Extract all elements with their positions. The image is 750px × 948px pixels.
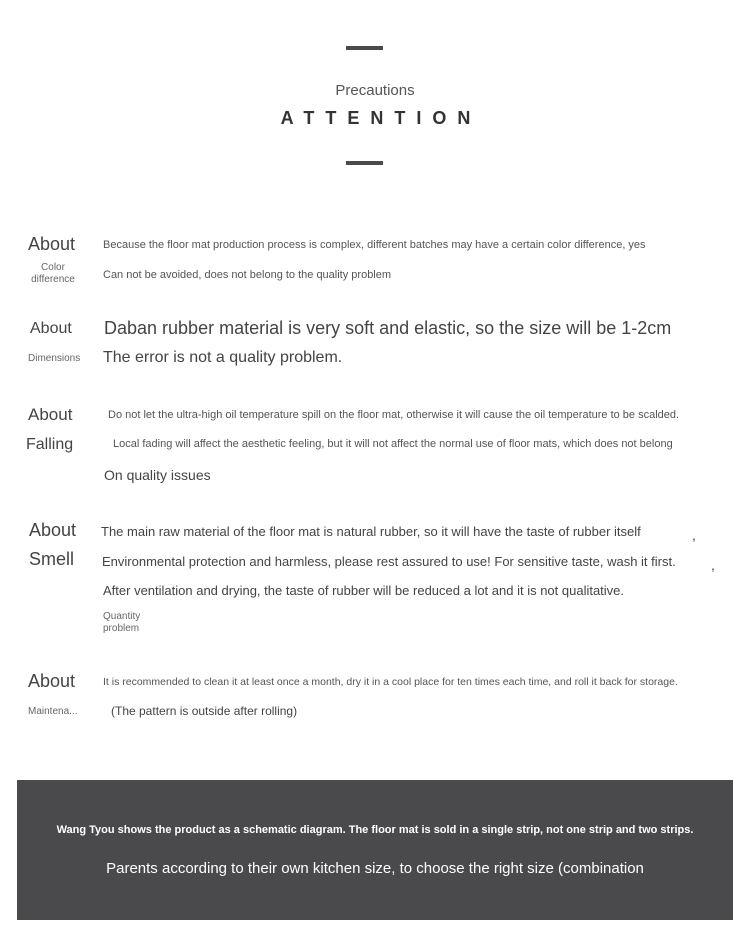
section-text-line: It is recommended to clean it at least once a month, dry it in a cool place for ten times each time, and roll it back for storage. <box>103 676 678 688</box>
section-heading: About <box>28 671 76 691</box>
section-text-line: On quality issues <box>104 467 211 483</box>
section-heading: About <box>28 405 73 424</box>
footer-notice-line: Parents according to their own kitchen size, to choose the right size (combination <box>106 860 644 877</box>
section-text-line: Because the floor mat production process is complex, different batches may have a certain color difference, yes <box>103 239 646 251</box>
section-label: Dimensions <box>28 353 81 364</box>
section-text-line: Do not let the ultra-high oil temperature spill on the floor mat, otherwise it will cause the oil temperature to be scalded. <box>108 409 680 421</box>
section-heading: About <box>28 234 76 254</box>
section-label: Maintena... <box>28 706 78 717</box>
section-text-line: Daban rubber material is very soft and elastic, so the size will be 1-2cm <box>104 318 672 338</box>
section-text-line: Environmental protection and harmless, please rest assured to use! For sensitive taste, wash it first. <box>102 554 676 569</box>
section-text-line: The error is not a quality problem. <box>103 349 343 366</box>
footer-notice-panel <box>17 780 733 920</box>
header-bottom-divider <box>346 161 383 165</box>
section-text-line: Local fading will affect the aesthetic feeling, but it will not affect the normal use of floor mats, which does not belong <box>113 438 673 450</box>
footer-notice-line: Wang Tyou shows the product as a schematic diagram. The floor mat is sold in a single strip, not one strip and two strips. <box>56 824 694 836</box>
section-label: Color difference <box>31 262 75 285</box>
section-text-line: Can not be avoided, does not belong to the quality problem <box>103 269 392 281</box>
section-text-line: After ventilation and drying, the taste of rubber will be reduced a lot and it is not qualitative. <box>103 583 625 598</box>
section-text-line: The main raw material of the floor mat is natural rubber, so it will have the taste of rubber itself <box>101 524 641 539</box>
page-subtitle: Precautions <box>335 82 415 99</box>
section-label: Smell <box>29 549 75 569</box>
page-title: ATTENTION <box>280 108 482 128</box>
section-heading: About <box>29 520 77 540</box>
comma-mark: , <box>692 527 696 543</box>
section-label: Falling <box>26 436 74 453</box>
header-top-divider <box>346 46 383 50</box>
section-text-line: (The pattern is outside after rolling) <box>111 704 298 718</box>
section-label: Quantity problem <box>103 611 141 634</box>
section-heading: About <box>30 320 72 337</box>
comma-mark: , <box>711 557 715 573</box>
